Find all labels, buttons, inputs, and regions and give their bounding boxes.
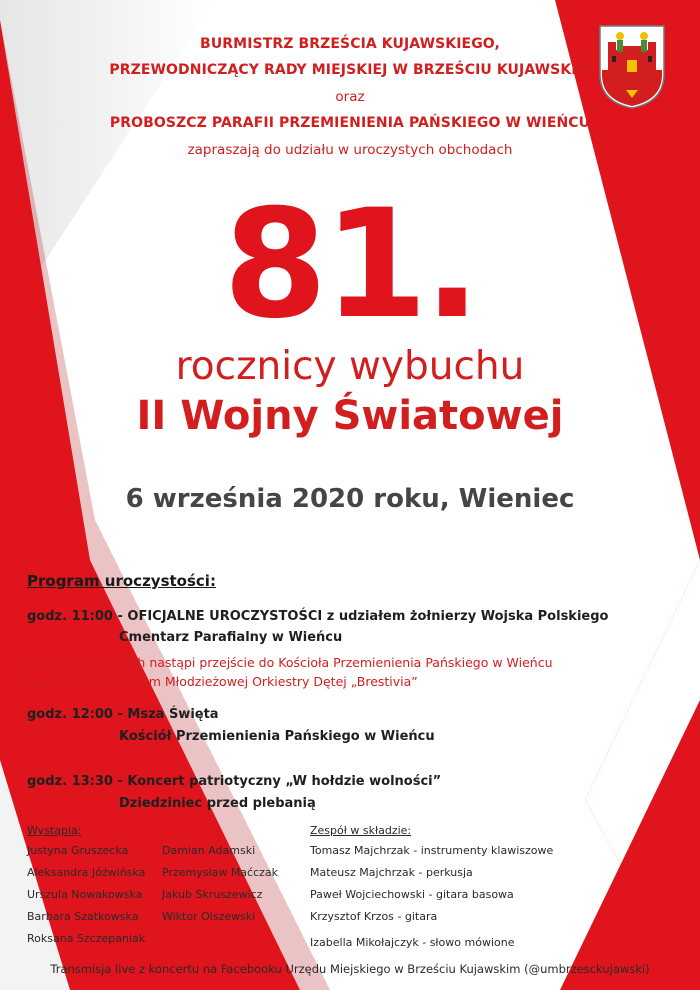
- performer-name: Jakub Skruszewicz: [162, 888, 263, 901]
- performer-name: Roksana Szczepaniak: [27, 932, 146, 945]
- band-member: Paweł Wojciechowski - gitara basowa: [310, 888, 514, 901]
- performer-name: Damian Adamski: [162, 844, 256, 857]
- live-stream-note: Transmisja live z koncertu na Facebooku Urzędu Miejskiego w Brześciu Kujawskim (@umbrzesckujawski): [50, 962, 650, 976]
- performer-name: Wiktor Olszewski: [162, 910, 256, 923]
- performer-name: Przemysław Maćczak: [162, 866, 279, 879]
- header-line-5: zapraszają do udziału w uroczystych obchodach: [187, 142, 513, 158]
- anniversary-number: 81.: [223, 178, 477, 352]
- event-2-title: godz. 12:00 - Msza Święta: [27, 707, 219, 722]
- procession-note-line-2: pod przewodnictwem Młodzieżowej Orkiestry Dętej „Brestivia”: [27, 674, 418, 689]
- band-member: Mateusz Majchrzak - perkusja: [310, 866, 473, 879]
- event-1-title: godz. 11:00 - OFICJALNE UROCZYSTOŚCI z udziałem żołnierzy Wojska Polskiego: [27, 609, 609, 624]
- event-1-place: Cmentarz Parafialny w Wieńcu: [119, 630, 343, 645]
- performers-label: Wystąpią:: [27, 824, 82, 837]
- event-3-place: Dziedziniec przed plebanią: [119, 796, 316, 811]
- performer-name: Urszula Nowakowska: [27, 888, 143, 901]
- program-heading: Program uroczystości:: [27, 572, 216, 590]
- performer-name: Barbara Szatkowska: [27, 910, 139, 923]
- band-member: Tomasz Majchrzak - instrumenty klawiszowe: [310, 844, 554, 857]
- band-label: Zespół w składzie:: [310, 824, 412, 837]
- date-and-place: 6 września 2020 roku, Wieniec: [125, 484, 575, 514]
- header-line-1: BURMISTRZ BRZEŚCIA KUJAWSKIEGO,: [200, 36, 500, 52]
- header-line-4: PROBOSZCZ PARAFII PRZEMIENIENIA PAŃSKIEGO W WIEŃCU: [109, 115, 591, 131]
- coat-of-arms-icon: [598, 24, 666, 110]
- event-2-place: Kościół Przemienienia Pańskiego w Wieńcu: [119, 729, 435, 744]
- header-line-3: oraz: [335, 89, 365, 105]
- title-line-2: II Wojny Światowej: [136, 393, 564, 439]
- band-member: Izabella Mikołajczyk - słowo mówione: [310, 936, 515, 949]
- title-line-1: rocznicy wybuchu: [175, 344, 525, 389]
- band-member: Krzysztof Krzos - gitara: [310, 910, 438, 923]
- procession-note-line-1: Po uroczystościach nastąpi przejście do Kościoła Przemienienia Pańskiego w Wieńcu: [27, 655, 553, 670]
- performer-name: Justyna Gruszecka: [27, 844, 129, 857]
- header-line-2: PRZEWODNICZĄCY RADY MIEJSKIEJ W BRZEŚCIU KUJAWSKIM: [109, 62, 591, 78]
- performer-name: Aleksandra Jóźwińska: [27, 866, 146, 879]
- event-3-title: godz. 13:30 - Koncert patriotyczny „W hołdzie wolności”: [27, 774, 442, 789]
